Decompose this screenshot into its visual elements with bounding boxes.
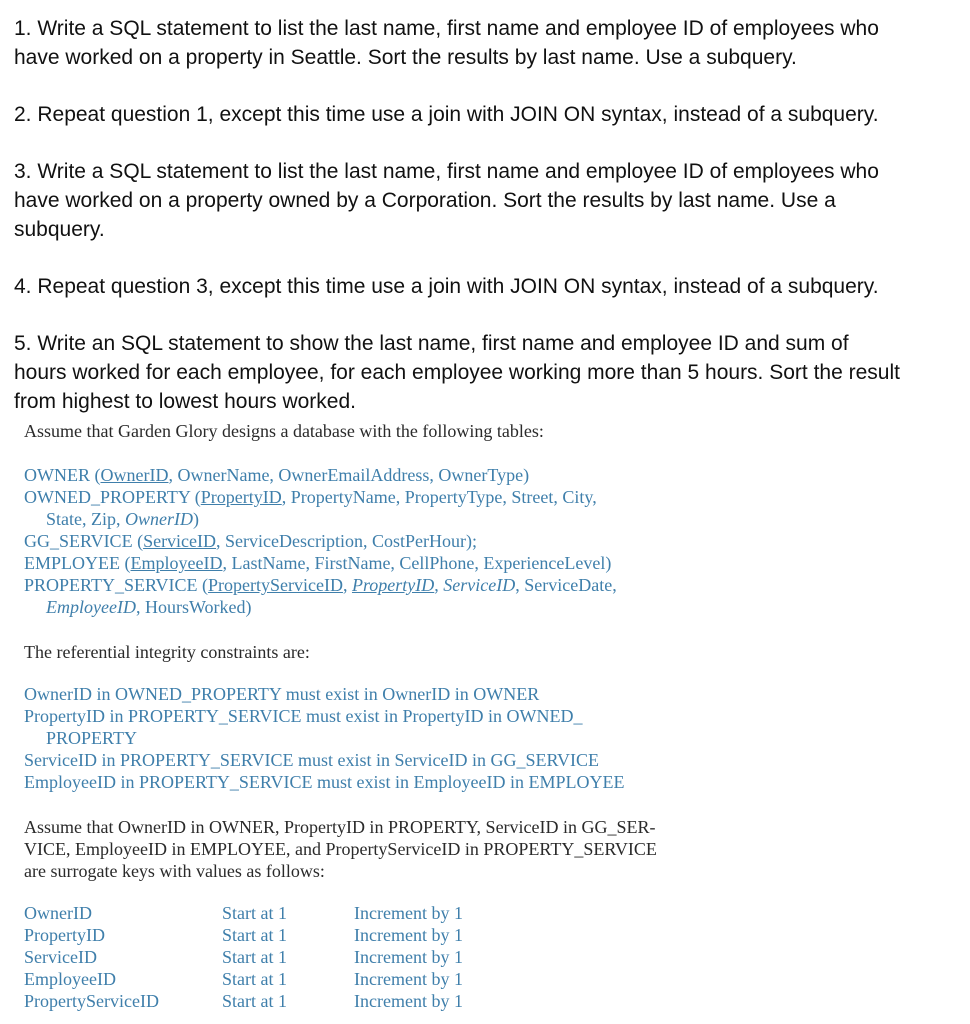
question-2: [14, 100, 954, 129]
question-4-line-1: 4. Repeat question 3, except this time use a join with JOIN ON syntax, instead of a subquery.: [14, 275, 879, 298]
question-2-line-1: 2. Repeat question 1, except this time use a join with JOIN ON syntax, instead of a subquery.: [14, 103, 879, 126]
table-row: [24, 990, 463, 1012]
schema-list: [24, 464, 617, 618]
key-name: ServiceID: [24, 947, 97, 967]
assignment-questions: [14, 14, 954, 416]
question-1-line-1: 1. Write a SQL statement to list the last name, first name and employee ID of employees who: [14, 17, 879, 40]
constraints-intro: The referential integrity constraints are:: [24, 642, 310, 662]
schema-owner: OWNER (OwnerID, OwnerName, OwnerEmailAddress, OwnerType): [24, 465, 530, 485]
key-increment: Increment by 1: [354, 947, 463, 967]
question-4: [14, 272, 954, 301]
constraint-4: EmployeeID in PROPERTY_SERVICE must exist in EmployeeID in EMPLOYEE: [24, 772, 625, 792]
key-name: PropertyServiceID: [24, 991, 159, 1011]
surrogate-intro: [24, 816, 657, 882]
key-increment: Increment by 1: [354, 969, 463, 989]
question-5-line-1: 5. Write an SQL statement to show the last name, first name and employee ID and sum of: [14, 332, 849, 355]
key-start: Start at 1: [222, 969, 287, 989]
table-row: [24, 968, 463, 990]
surrogate-keys-table: [24, 902, 463, 1012]
key-start: Start at 1: [222, 925, 287, 945]
constraints-list: [24, 683, 624, 793]
schema-property-service-cont: EmployeeID, HoursWorked): [46, 597, 252, 617]
surrogate-intro-line-3: are surrogate keys with values as follows:: [24, 861, 325, 881]
table-row: [24, 902, 463, 924]
schema-property-service: PROPERTY_SERVICE (PropertyServiceID, PropertyID, ServiceID, ServiceDate,: [24, 575, 617, 595]
key-name: PropertyID: [24, 925, 105, 945]
constraint-3: ServiceID in PROPERTY_SERVICE must exist in ServiceID in GG_SERVICE: [24, 750, 600, 770]
tables-intro: Assume that Garden Glory designs a database with the following tables:: [24, 421, 544, 441]
surrogate-intro-line-2: VICE, EmployeeID in EMPLOYEE, and PropertyServiceID in PROPERTY_SERVICE: [24, 839, 657, 859]
question-3-line-1: 3. Write a SQL statement to list the last name, first name and employee ID of employees who: [14, 160, 879, 183]
question-3-line-2: have worked on a property owned by a Corporation. Sort the results by last name. Use a: [14, 189, 836, 212]
key-name: OwnerID: [24, 903, 92, 923]
schema-employee: EMPLOYEE (EmployeeID, LastName, FirstName, CellPhone, ExperienceLevel): [24, 553, 612, 573]
constraint-2: PropertyID in PROPERTY_SERVICE must exist in PropertyID in OWNED_: [24, 706, 583, 726]
key-increment: Increment by 1: [354, 991, 463, 1011]
surrogate-intro-line-1: Assume that OwnerID in OWNER, PropertyID in PROPERTY, ServiceID in GG_SER-: [24, 817, 656, 837]
constraint-2-cont: PROPERTY: [46, 728, 137, 748]
table-row: [24, 924, 463, 946]
question-3: [14, 157, 954, 244]
key-name: EmployeeID: [24, 969, 116, 989]
key-start: Start at 1: [222, 991, 287, 1011]
question-1-line-2: have worked on a property in Seattle. Sort the results by last name. Use a subquery.: [14, 46, 797, 69]
question-5-line-2: hours worked for each employee, for each employee working more than 5 hours. Sort the result: [14, 361, 900, 384]
constraint-1: OwnerID in OWNED_PROPERTY must exist in OwnerID in OWNER: [24, 684, 540, 704]
question-1: [14, 14, 954, 72]
key-start: Start at 1: [222, 903, 287, 923]
schema-owned-property-cont: State, Zip, OwnerID): [46, 509, 199, 529]
question-5: [14, 329, 954, 416]
table-row: [24, 946, 463, 968]
question-3-line-3: subquery.: [14, 218, 105, 241]
question-5-line-3: from highest to lowest hours worked.: [14, 390, 356, 413]
key-increment: Increment by 1: [354, 925, 463, 945]
key-increment: Increment by 1: [354, 903, 463, 923]
key-start: Start at 1: [222, 947, 287, 967]
schema-owned-property: OWNED_PROPERTY (PropertyID, PropertyName, PropertyType, Street, City,: [24, 487, 597, 507]
schema-gg-service: GG_SERVICE (ServiceID, ServiceDescription, CostPerHour);: [24, 531, 477, 551]
